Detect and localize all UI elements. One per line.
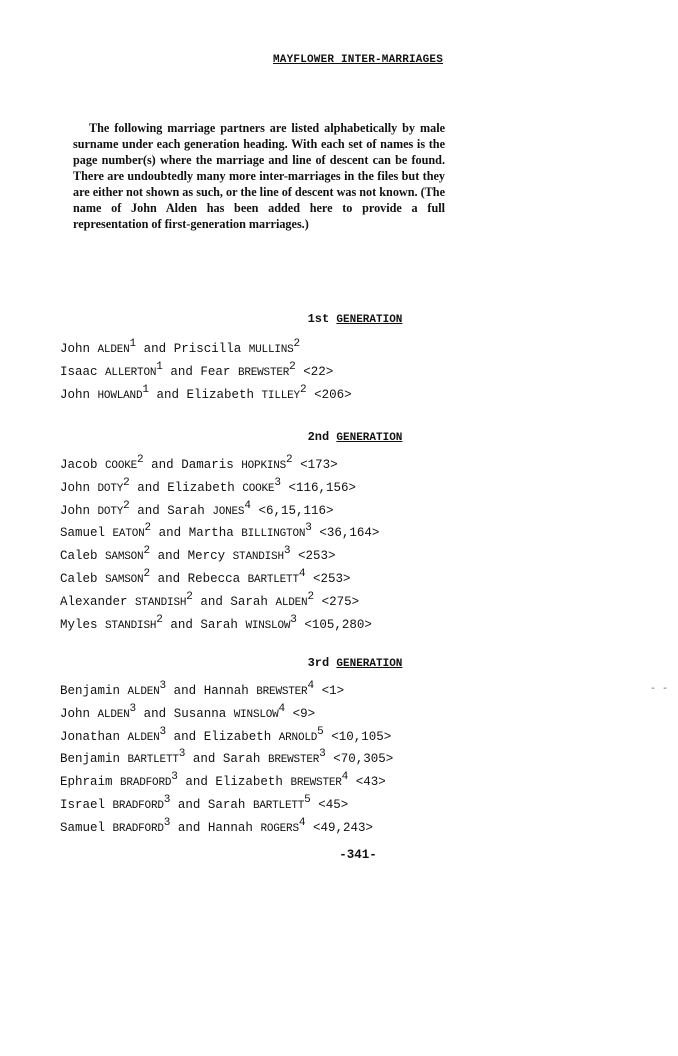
- wife-surname: TILLEY: [261, 389, 300, 402]
- husband-given-name: John: [60, 503, 91, 518]
- wife-surname: BARTLETT: [247, 573, 299, 586]
- wife-given-name: Hannah: [203, 684, 249, 698]
- husband-given-name: Benjamin: [60, 752, 121, 767]
- page-references: <275>: [321, 594, 360, 609]
- marriage-entry: [60, 591, 379, 614]
- marriage-entry: [60, 680, 393, 703]
- conjunction: and: [177, 797, 201, 812]
- page-references: <253>: [312, 571, 351, 586]
- husband-surname: ALDEN: [97, 344, 130, 356]
- section-ordinal: 2nd: [307, 430, 330, 444]
- husband-surname: ALDEN: [97, 708, 130, 721]
- conjunction: and: [143, 342, 167, 356]
- husband-given-name: John: [60, 387, 91, 402]
- husband-surname: ALDEN: [127, 731, 160, 744]
- conjunction: and: [158, 526, 182, 541]
- husband-surname: ALDEN: [127, 686, 160, 698]
- marriage-entry: [60, 545, 379, 568]
- page-title: MAYFLOWER INTER-MARRIAGES: [272, 54, 444, 66]
- wife-surname: BILLINGTON: [241, 528, 306, 541]
- page-references: <9>: [292, 706, 316, 721]
- wife-surname: MULLINS: [248, 344, 294, 356]
- page-references: <10,105>: [331, 729, 392, 744]
- conjunction: and: [157, 571, 181, 586]
- page-references: <45>: [318, 797, 349, 812]
- husband-surname: DOTY: [97, 482, 124, 495]
- wife-given-name: Sarah: [230, 594, 268, 609]
- section-label: GENERATION: [336, 658, 403, 670]
- husband-given-name: Jacob: [60, 458, 98, 472]
- husband-surname: ALLERTON: [105, 366, 157, 379]
- wife-generation: 4: [298, 567, 306, 580]
- wife-given-name: Sarah: [222, 752, 261, 767]
- marriage-entry: [60, 614, 379, 637]
- wife-surname: ARNOLD: [278, 731, 318, 744]
- wife-given-name: Priscilla: [173, 342, 242, 356]
- marriage-entry: [60, 384, 352, 407]
- section-ordinal: 3rd: [307, 656, 330, 670]
- wife-given-name: Fear: [200, 364, 231, 379]
- husband-surname: BRADFORD: [120, 777, 172, 790]
- wife-generation: 5: [304, 793, 311, 806]
- husband-generation: 3: [163, 816, 171, 829]
- wife-generation: 2: [286, 454, 293, 466]
- husband-given-name: Israel: [60, 797, 106, 812]
- husband-surname: SAMSON: [105, 551, 144, 564]
- wife-generation: 3: [319, 748, 326, 761]
- husband-generation: 3: [159, 725, 167, 738]
- wife-given-name: Elizabeth: [186, 387, 255, 402]
- husband-given-name: Samuel: [60, 526, 106, 541]
- wife-generation: 3: [274, 476, 281, 489]
- wife-given-name: Elizabeth: [215, 775, 283, 790]
- marriage-entry: [60, 568, 379, 591]
- wife-generation: 2: [299, 383, 307, 396]
- page-references: <173>: [300, 458, 338, 472]
- husband-surname: DOTY: [97, 505, 124, 518]
- page-references: <22>: [303, 364, 334, 379]
- husband-generation: 3: [129, 702, 137, 715]
- wife-generation: 4: [298, 816, 306, 829]
- husband-surname: SAMSON: [105, 573, 144, 586]
- conjunction: and: [173, 684, 197, 698]
- entries-3rd: [60, 680, 393, 840]
- husband-surname: STANDISH: [135, 596, 187, 609]
- wife-generation: 2: [307, 590, 315, 603]
- page-references: <253>: [297, 549, 336, 564]
- husband-given-name: John: [60, 480, 91, 495]
- wife-surname: WINSLOW: [233, 708, 279, 721]
- wife-surname: BREWSTER: [256, 686, 308, 698]
- wife-given-name: Mercy: [187, 549, 226, 564]
- wife-generation: 4: [244, 499, 251, 512]
- wife-surname: WINSLOW: [245, 619, 291, 632]
- conjunction: and: [170, 617, 193, 632]
- marriage-entry: [60, 454, 379, 477]
- wife-given-name: Elizabeth: [167, 480, 235, 495]
- entries-2nd: [60, 454, 379, 636]
- intro-text: The following marriage partners are listed alphabetically by male surname under each generation heading. With each set of names is the page number(s) where the marriage and line of descent can be found. There are undoubtedly many more inter-marriages in the files but they are either not shown as such, or the line of descent was not known. (The name of John Alden has been added here to provide a full representation of first-generation marriages.): [73, 121, 445, 231]
- wife-given-name: Elizabeth: [203, 729, 272, 744]
- marriage-entry: [60, 771, 393, 794]
- section-ordinal: 1st: [307, 312, 330, 326]
- husband-generation: 3: [163, 793, 171, 806]
- marriage-entry: [60, 477, 379, 500]
- conjunction: and: [143, 706, 167, 721]
- marriage-entry: [60, 794, 393, 817]
- husband-given-name: Myles: [60, 617, 98, 632]
- wife-generation: 2: [289, 360, 296, 373]
- husband-given-name: Caleb: [60, 549, 98, 564]
- conjunction: and: [170, 364, 193, 379]
- page-references: <49,243>: [312, 820, 373, 835]
- intro-paragraph: [73, 120, 445, 232]
- wife-given-name: Hannah: [207, 820, 253, 835]
- husband-surname: HOWLAND: [97, 389, 143, 402]
- wife-surname: HOPKINS: [241, 460, 287, 472]
- wife-given-name: Martha: [188, 526, 234, 541]
- wife-generation: 3: [305, 522, 312, 535]
- wife-generation: 5: [317, 725, 324, 738]
- marriage-entry: [60, 500, 379, 523]
- wife-generation: 2: [293, 338, 301, 350]
- husband-given-name: John: [60, 706, 91, 721]
- husband-generation: 2: [156, 613, 163, 626]
- marriage-entry: [60, 748, 393, 771]
- husband-given-name: Isaac: [60, 364, 98, 379]
- wife-surname: BREWSTER: [237, 366, 290, 379]
- husband-generation: 2: [186, 590, 193, 603]
- section-label: GENERATION: [336, 432, 403, 444]
- wife-surname: ALDEN: [275, 596, 308, 609]
- husband-surname: BRADFORD: [112, 822, 164, 835]
- marriage-entry: [60, 703, 393, 726]
- husband-generation: 1: [129, 338, 137, 350]
- wife-given-name: Damaris: [181, 458, 234, 472]
- page-number: -341-: [339, 848, 377, 862]
- section-heading-1st: [0, 312, 678, 326]
- conjunction: and: [177, 820, 201, 835]
- page-references: <105,280>: [304, 617, 372, 632]
- page-references: <43>: [355, 775, 386, 790]
- conjunction: and: [156, 387, 179, 402]
- wife-surname: BREWSTER: [267, 754, 320, 767]
- husband-given-name: Alexander: [60, 594, 128, 609]
- conjunction: and: [185, 775, 208, 790]
- husband-given-name: Ephraim: [60, 775, 113, 790]
- conjunction: and: [157, 549, 181, 564]
- marriage-entry: [60, 817, 393, 840]
- husband-generation: 1: [142, 383, 149, 396]
- husband-given-name: Samuel: [60, 820, 106, 835]
- husband-surname: COOKE: [105, 460, 138, 472]
- husband-given-name: John: [60, 342, 91, 356]
- margin-mark: - -: [650, 684, 669, 695]
- marriage-entry: [60, 338, 352, 361]
- section-label: GENERATION: [336, 314, 403, 326]
- husband-given-name: Benjamin: [60, 684, 121, 698]
- husband-generation: 1: [156, 360, 163, 373]
- wife-given-name: Rebecca: [187, 571, 241, 586]
- husband-generation: 2: [137, 454, 144, 466]
- marriage-entry: [60, 522, 379, 545]
- husband-given-name: Jonathan: [60, 729, 121, 744]
- husband-generation: 2: [144, 522, 152, 535]
- husband-generation: 3: [171, 771, 178, 784]
- section-heading-3rd: [0, 656, 678, 670]
- wife-given-name: Sarah: [207, 797, 246, 812]
- conjunction: and: [200, 594, 223, 609]
- wife-surname: ROGERS: [260, 822, 299, 835]
- husband-generation: 2: [143, 545, 151, 558]
- wife-given-name: Sarah: [200, 617, 238, 632]
- wife-generation: 4: [278, 702, 286, 715]
- page-references: <36,164>: [319, 526, 380, 541]
- page-references: <206>: [314, 387, 352, 402]
- wife-given-name: Susanna: [173, 706, 227, 721]
- marriage-entry: [60, 726, 393, 749]
- conjunction: and: [173, 729, 197, 744]
- wife-generation: 3: [290, 613, 297, 626]
- page-references: <116,156>: [288, 480, 356, 495]
- wife-surname: STANDISH: [232, 551, 284, 564]
- husband-generation: 3: [159, 680, 167, 692]
- wife-surname: BREWSTER: [290, 777, 342, 790]
- wife-surname: JONES: [212, 505, 245, 518]
- conjunction: and: [192, 752, 216, 767]
- husband-generation: 2: [143, 567, 151, 580]
- conjunction: and: [137, 503, 160, 518]
- conjunction: and: [137, 480, 160, 495]
- husband-generation: 3: [178, 748, 186, 761]
- wife-generation: 3: [283, 545, 291, 558]
- marriage-entry: [60, 361, 352, 384]
- wife-surname: COOKE: [242, 482, 275, 495]
- wife-generation: 4: [341, 771, 349, 784]
- husband-surname: STANDISH: [105, 619, 157, 632]
- section-heading-2nd: [0, 430, 678, 444]
- page-references: <1>: [321, 684, 345, 698]
- entries-1st: [60, 338, 352, 406]
- husband-generation: 2: [123, 499, 130, 512]
- wife-given-name: Sarah: [167, 503, 205, 518]
- wife-surname: BARTLETT: [252, 799, 305, 812]
- wife-generation: 4: [307, 680, 315, 692]
- husband-surname: BRADFORD: [112, 799, 164, 812]
- conjunction: and: [151, 458, 174, 472]
- husband-generation: 2: [123, 476, 130, 489]
- husband-surname: EATON: [112, 528, 145, 541]
- page-references: <70,305>: [333, 752, 394, 767]
- page-references: <6,15,116>: [258, 503, 334, 518]
- husband-surname: BARTLETT: [127, 754, 179, 767]
- husband-given-name: Caleb: [60, 571, 98, 586]
